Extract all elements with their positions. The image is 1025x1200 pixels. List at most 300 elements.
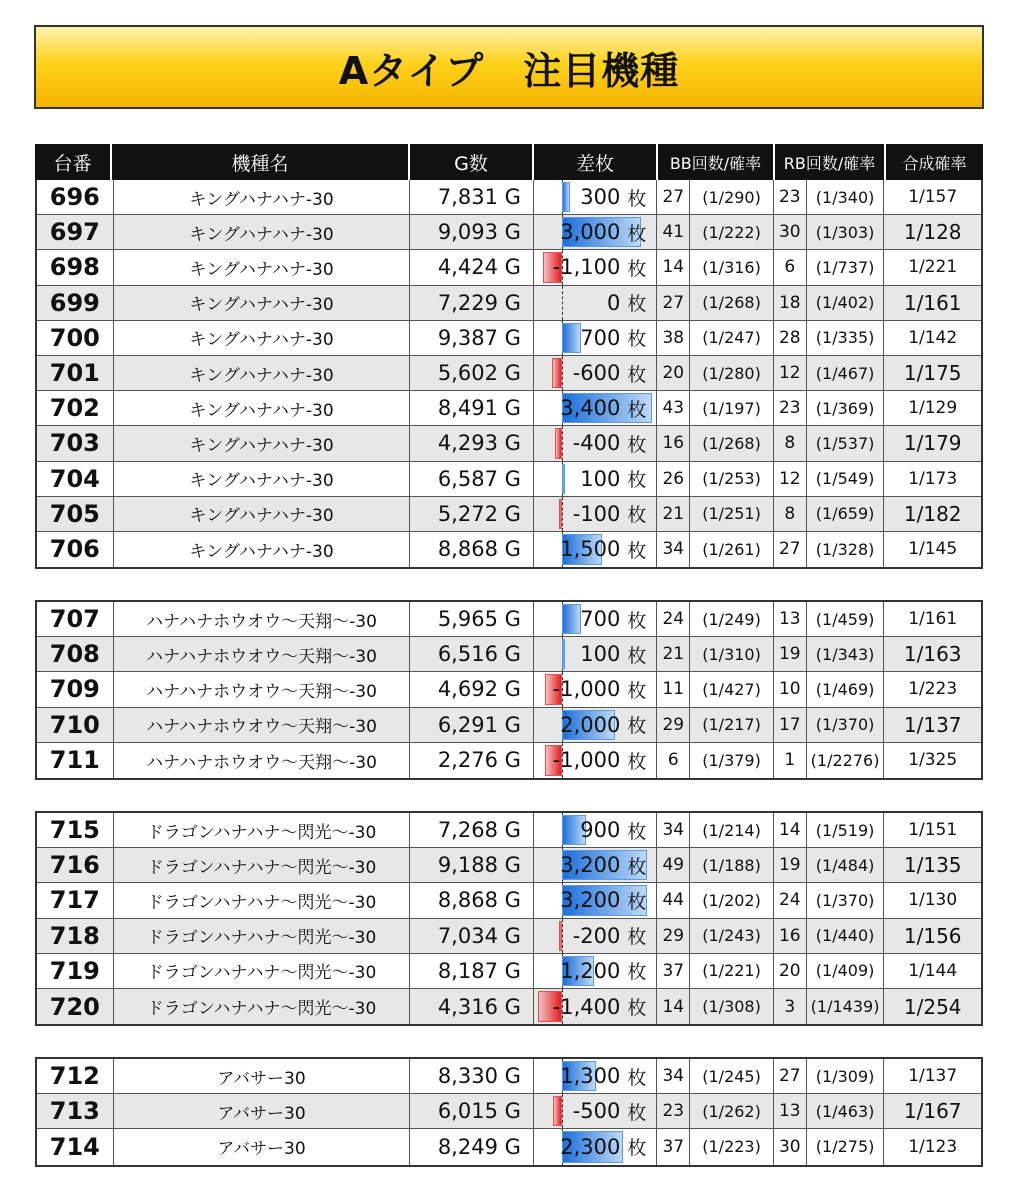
- rb-probability: (1/369): [807, 391, 885, 425]
- machine-number: 711: [37, 743, 114, 778]
- bb-probability: (1/221): [690, 954, 774, 988]
- bb-count: 29: [657, 708, 690, 742]
- game-count: [410, 462, 534, 496]
- rb-count: 23: [774, 180, 807, 214]
- rb-probability: (1/370): [807, 883, 885, 917]
- machine-number: 709: [37, 672, 114, 706]
- machine-number: 708: [37, 637, 114, 671]
- bb-count: 14: [657, 250, 690, 284]
- machine-number: 714: [37, 1129, 114, 1164]
- bb-probability: (1/262): [690, 1094, 774, 1128]
- machine-name: キングハナハナ-30: [114, 250, 411, 284]
- bb-count: 26: [657, 462, 690, 496]
- rb-count: 30: [774, 1129, 807, 1164]
- difference-cell: [534, 356, 657, 390]
- rb-probability: (1/484): [807, 848, 885, 882]
- combined-probability: 1/179: [884, 426, 981, 460]
- difference-value: 300: [580, 185, 621, 210]
- machine-name: ハナハナホウオウ～天翔～-30: [114, 637, 411, 671]
- table-row: [37, 462, 981, 497]
- rb-probability: (1/469): [807, 672, 885, 706]
- difference-value: 1,300: [560, 1064, 621, 1089]
- bb-probability: (1/308): [690, 989, 774, 1024]
- difference-value: -100: [572, 501, 621, 526]
- difference-unit: 枚: [627, 433, 647, 456]
- game-count: [410, 883, 534, 917]
- bb-count: 14: [657, 989, 690, 1024]
- combined-probability: 1/161: [884, 286, 981, 320]
- difference-cell: [534, 637, 657, 671]
- difference-value: 3,000: [560, 220, 621, 245]
- bb-count: 41: [657, 215, 690, 249]
- game-count-value: 2,276: [437, 748, 498, 773]
- rb-count: 30: [774, 215, 807, 249]
- bb-probability: (1/310): [690, 637, 774, 671]
- difference-bar: [562, 464, 565, 494]
- game-count: [410, 672, 534, 706]
- difference-value: 3,400: [560, 396, 621, 421]
- game-count-value: 6,015: [437, 1099, 498, 1124]
- combined-probability: 1/145: [908, 539, 958, 560]
- difference-bar: [562, 639, 565, 669]
- game-count: [410, 321, 534, 355]
- machine-number: 720: [37, 989, 114, 1024]
- machine-number: 713: [37, 1094, 114, 1128]
- difference-cell: [534, 672, 657, 706]
- table-row: [37, 883, 981, 918]
- table-row: [37, 497, 981, 532]
- game-unit: G: [504, 994, 521, 1019]
- difference-value: 1,200: [560, 958, 621, 983]
- rb-count: 19: [774, 637, 807, 671]
- difference-cell: [534, 462, 657, 496]
- header-rb: RB回数/確率: [775, 144, 886, 180]
- rb-count: 27: [774, 1059, 807, 1093]
- difference-value: 2,000: [560, 712, 621, 737]
- table-row: [37, 637, 981, 672]
- bb-probability: (1/251): [690, 497, 774, 531]
- bb-probability: (1/245): [690, 1059, 774, 1093]
- combined-probability: 1/254: [884, 989, 981, 1024]
- difference-unit: 枚: [627, 222, 647, 245]
- combined-probability: 1/123: [908, 1136, 958, 1157]
- bb-probability: (1/268): [690, 286, 774, 320]
- table-row: [37, 919, 981, 954]
- machine-name: アバサー30: [114, 1094, 411, 1128]
- game-unit: G: [504, 361, 521, 386]
- game-count: [410, 954, 534, 988]
- rb-probability: (1/467): [807, 356, 885, 390]
- bb-probability: (1/249): [690, 602, 774, 636]
- bb-count: 21: [657, 497, 690, 531]
- machine-number: 716: [37, 848, 114, 882]
- game-count-value: 7,229: [437, 290, 498, 315]
- game-unit: G: [504, 607, 521, 632]
- table-row: [37, 602, 981, 637]
- rb-count: 8: [774, 497, 807, 531]
- game-count-value: 9,093: [437, 220, 498, 245]
- bb-probability: (1/247): [690, 321, 774, 355]
- game-unit: G: [504, 501, 521, 526]
- rb-count: 1: [774, 743, 807, 778]
- combined-probability: 1/135: [884, 848, 981, 882]
- table-row: [37, 1059, 981, 1094]
- machine-number: 712: [37, 1059, 114, 1093]
- table-row: [37, 180, 981, 215]
- difference-value: 700: [580, 607, 621, 632]
- difference-unit: 枚: [627, 715, 647, 738]
- machine-number: 700: [37, 321, 114, 355]
- bar-axis: [562, 1094, 563, 1128]
- difference-value: 1,500: [560, 537, 621, 562]
- game-count: [410, 813, 534, 847]
- rb-probability: (1/537): [807, 426, 885, 460]
- game-count: [410, 497, 534, 531]
- page-title: Aタイプ 注目機種: [338, 48, 680, 93]
- game-count-value: 8,187: [437, 958, 498, 983]
- difference-cell: [534, 1129, 657, 1164]
- rb-count: 19: [774, 848, 807, 882]
- table-row: [37, 426, 981, 461]
- difference-unit: 枚: [627, 609, 647, 632]
- combined-probability: 1/129: [908, 398, 958, 419]
- rb-probability: (1/275): [807, 1129, 885, 1164]
- game-count: [410, 708, 534, 742]
- difference-cell: [534, 919, 657, 953]
- rb-probability: (1/328): [807, 532, 885, 567]
- table-group: [35, 600, 983, 780]
- difference-unit: 枚: [627, 328, 647, 351]
- table-row: [37, 989, 981, 1024]
- game-unit: G: [504, 1099, 521, 1124]
- difference-value: -1,100: [552, 255, 621, 280]
- difference-cell: [534, 989, 657, 1024]
- rb-count: 6: [774, 250, 807, 284]
- game-count: [410, 1094, 534, 1128]
- bb-probability: (1/217): [690, 708, 774, 742]
- difference-value: 900: [580, 818, 621, 843]
- machine-name: アバサー30: [114, 1059, 411, 1093]
- game-unit: G: [504, 1064, 521, 1089]
- machine-number: 715: [37, 813, 114, 847]
- table-row: [37, 708, 981, 743]
- game-count: [410, 1129, 534, 1164]
- difference-unit: 枚: [627, 644, 647, 667]
- rb-count: 10: [774, 672, 807, 706]
- game-unit: G: [504, 748, 521, 773]
- table-row: [37, 391, 981, 426]
- game-unit: G: [504, 677, 521, 702]
- difference-cell: [534, 180, 657, 214]
- difference-bar: [552, 358, 562, 388]
- difference-bar: [555, 428, 562, 458]
- machine-number: 702: [37, 391, 114, 425]
- machine-number: 697: [37, 215, 114, 249]
- header-games: G数: [410, 144, 534, 180]
- bb-probability: (1/290): [690, 180, 774, 214]
- bb-count: 11: [657, 672, 690, 706]
- difference-value: 100: [580, 466, 621, 491]
- game-unit: G: [504, 466, 521, 491]
- game-unit: G: [504, 923, 521, 948]
- bb-probability: (1/379): [690, 743, 774, 778]
- table-row: [37, 954, 981, 989]
- game-unit: G: [504, 537, 521, 562]
- game-count-value: 6,587: [437, 466, 498, 491]
- difference-unit: 枚: [627, 961, 647, 984]
- combined-probability: 1/173: [908, 468, 958, 489]
- difference-value: -400: [572, 431, 621, 456]
- combined-probability: 1/161: [908, 609, 958, 630]
- table-row: [37, 672, 981, 707]
- game-count: [410, 180, 534, 214]
- difference-unit: 枚: [627, 187, 647, 210]
- rb-probability: (1/303): [807, 215, 885, 249]
- difference-unit: 枚: [627, 363, 647, 386]
- rb-count: 13: [774, 602, 807, 636]
- game-count-value: 8,249: [437, 1134, 498, 1159]
- machine-number: 718: [37, 919, 114, 953]
- bb-count: 6: [657, 743, 690, 778]
- rb-probability: (1/370): [807, 708, 885, 742]
- machine-name: ハナハナホウオウ～天翔～-30: [114, 708, 411, 742]
- rb-probability: (1/519): [807, 813, 885, 847]
- bb-count: 38: [657, 321, 690, 355]
- difference-bar: [562, 604, 581, 634]
- game-count-value: 6,291: [437, 712, 498, 737]
- bb-probability: (1/202): [690, 883, 774, 917]
- table-row: [37, 1129, 981, 1164]
- game-count: [410, 602, 534, 636]
- bb-count: 27: [657, 286, 690, 320]
- game-count-value: 9,387: [437, 325, 498, 350]
- game-count-value: 5,965: [437, 607, 498, 632]
- difference-unit: 枚: [627, 890, 647, 913]
- header-combined: 合成確率: [902, 153, 967, 173]
- rb-count: 8: [774, 426, 807, 460]
- rb-count: 14: [774, 813, 807, 847]
- difference-cell: [534, 1094, 657, 1128]
- difference-cell: [534, 321, 657, 355]
- combined-probability: 1/221: [908, 257, 958, 278]
- rb-probability: (1/335): [807, 321, 885, 355]
- machine-name: キングハナハナ-30: [114, 497, 411, 531]
- difference-cell: [534, 708, 657, 742]
- table-row: [37, 848, 981, 883]
- game-count-value: 5,602: [437, 361, 498, 386]
- machine-name: キングハナハナ-30: [114, 286, 411, 320]
- machine-number: 705: [37, 497, 114, 531]
- game-count-value: 4,316: [437, 994, 498, 1019]
- machine-number: 707: [37, 602, 114, 636]
- difference-unit: 枚: [627, 820, 647, 843]
- game-count: [410, 532, 534, 567]
- bb-count: 37: [657, 1129, 690, 1164]
- bb-count: 21: [657, 637, 690, 671]
- difference-value: -1,400: [552, 994, 621, 1019]
- bb-count: 37: [657, 954, 690, 988]
- table-row: [37, 286, 981, 321]
- difference-unit: 枚: [627, 679, 647, 702]
- table-row: [37, 356, 981, 391]
- table-header: [35, 144, 983, 180]
- difference-unit: 枚: [627, 539, 647, 562]
- bb-probability: (1/197): [690, 391, 774, 425]
- machine-name: ドラゴンハナハナ～閃光～-30: [114, 848, 411, 882]
- bb-probability: (1/223): [690, 1129, 774, 1164]
- combined-probability: 1/130: [908, 890, 958, 911]
- game-unit: G: [504, 888, 521, 913]
- difference-unit: 枚: [627, 926, 647, 949]
- difference-cell: [534, 391, 657, 425]
- difference-cell: [534, 497, 657, 531]
- difference-unit: 枚: [627, 1137, 647, 1160]
- difference-cell: [534, 602, 657, 636]
- bb-count: 24: [657, 602, 690, 636]
- rb-probability: (1/409): [807, 954, 885, 988]
- combined-probability: 1/144: [908, 960, 958, 981]
- rb-probability: (1/549): [807, 462, 885, 496]
- machine-name: ドラゴンハナハナ～閃光～-30: [114, 813, 411, 847]
- difference-value: 700: [580, 325, 621, 350]
- bb-probability: (1/316): [690, 250, 774, 284]
- table-row: [37, 250, 981, 285]
- machine-name: ハナハナホウオウ～天翔～-30: [114, 602, 411, 636]
- machine-name: キングハナハナ-30: [114, 532, 411, 567]
- difference-value: 3,200: [560, 853, 621, 878]
- difference-value: -1,000: [552, 748, 621, 773]
- rb-probability: (1/459): [807, 602, 885, 636]
- game-unit: G: [504, 220, 521, 245]
- game-count-value: 7,831: [437, 185, 498, 210]
- machine-name: キングハナハナ-30: [114, 356, 411, 390]
- machine-name: ドラゴンハナハナ～閃光～-30: [114, 954, 411, 988]
- bb-count: 44: [657, 883, 690, 917]
- machine-number: 717: [37, 883, 114, 917]
- table-group: [35, 811, 983, 1026]
- game-count-value: 5,272: [437, 501, 498, 526]
- rb-count: 16: [774, 919, 807, 953]
- game-unit: G: [504, 712, 521, 737]
- header-diff: 差枚: [534, 144, 658, 180]
- rb-count: 28: [774, 321, 807, 355]
- bb-count: 29: [657, 919, 690, 953]
- difference-cell: [534, 813, 657, 847]
- machine-number: 696: [37, 180, 114, 214]
- game-count-value: 8,330: [437, 1064, 498, 1089]
- bb-count: 43: [657, 391, 690, 425]
- difference-value: -600: [572, 361, 621, 386]
- difference-unit: 枚: [627, 750, 647, 773]
- game-unit: G: [504, 958, 521, 983]
- difference-value: 2,300: [560, 1134, 621, 1159]
- rb-count: 23: [774, 391, 807, 425]
- difference-unit: 枚: [627, 855, 647, 878]
- difference-cell: [534, 426, 657, 460]
- difference-value: 100: [580, 642, 621, 667]
- game-count-value: 8,868: [437, 888, 498, 913]
- machine-name: ハナハナホウオウ～天翔～-30: [114, 743, 411, 778]
- game-count-value: 4,424: [437, 255, 498, 280]
- difference-cell: [534, 215, 657, 249]
- bb-count: 34: [657, 1059, 690, 1093]
- rb-probability: (1/309): [807, 1059, 885, 1093]
- machine-name: ハナハナホウオウ～天翔～-30: [114, 672, 411, 706]
- machine-name: ドラゴンハナハナ～閃光～-30: [114, 919, 411, 953]
- combined-probability: 1/325: [908, 750, 958, 771]
- rb-count: 12: [774, 356, 807, 390]
- rb-probability: (1/440): [807, 919, 885, 953]
- difference-cell: [534, 250, 657, 284]
- rb-probability: (1/737): [807, 250, 885, 284]
- game-unit: G: [504, 396, 521, 421]
- game-unit: G: [504, 431, 521, 456]
- game-unit: G: [504, 818, 521, 843]
- table-group: [35, 1057, 983, 1167]
- rb-count: 27: [774, 532, 807, 567]
- bb-probability: (1/253): [690, 462, 774, 496]
- rb-count: 3: [774, 989, 807, 1024]
- rb-probability: (1/1439): [807, 989, 885, 1024]
- game-count-value: 8,868: [437, 537, 498, 562]
- difference-unit: 枚: [627, 293, 647, 316]
- bb-probability: (1/268): [690, 426, 774, 460]
- bar-axis: [562, 426, 563, 460]
- bb-count: 49: [657, 848, 690, 882]
- game-unit: G: [504, 642, 521, 667]
- bb-probability: (1/214): [690, 813, 774, 847]
- machine-number: 698: [37, 250, 114, 284]
- difference-bar: [553, 1096, 562, 1126]
- bb-probability: (1/243): [690, 919, 774, 953]
- machine-number: 706: [37, 532, 114, 567]
- game-count-value: 8,491: [437, 396, 498, 421]
- difference-unit: 枚: [627, 1066, 647, 1089]
- game-count: [410, 1059, 534, 1093]
- machine-number: 703: [37, 426, 114, 460]
- combined-probability: 1/163: [884, 637, 981, 671]
- combined-probability: 1/142: [908, 327, 958, 348]
- bb-count: 23: [657, 1094, 690, 1128]
- difference-value: 0: [607, 290, 621, 315]
- combined-probability: 1/137: [908, 1066, 958, 1087]
- machine-number: 701: [37, 356, 114, 390]
- machine-number: 699: [37, 286, 114, 320]
- difference-cell: [534, 848, 657, 882]
- table-row: [37, 321, 981, 356]
- game-count: [410, 286, 534, 320]
- table-row: [37, 743, 981, 778]
- bb-count: 27: [657, 180, 690, 214]
- rb-probability: (1/402): [807, 286, 885, 320]
- rb-probability: (1/463): [807, 1094, 885, 1128]
- combined-probability: 1/157: [908, 187, 958, 208]
- difference-value: -500: [572, 1099, 621, 1124]
- bb-probability: (1/222): [690, 215, 774, 249]
- combined-probability: 1/156: [884, 919, 981, 953]
- combined-probability: 1/151: [908, 820, 958, 841]
- difference-unit: 枚: [627, 257, 647, 280]
- bb-count: 34: [657, 532, 690, 567]
- game-count-value: 7,034: [437, 923, 498, 948]
- rb-probability: (1/340): [807, 180, 885, 214]
- bb-probability: (1/261): [690, 532, 774, 567]
- machine-name: アバサー30: [114, 1129, 411, 1164]
- game-count: [410, 637, 534, 671]
- difference-unit: 枚: [627, 398, 647, 421]
- rb-count: 24: [774, 883, 807, 917]
- game-count: [410, 356, 534, 390]
